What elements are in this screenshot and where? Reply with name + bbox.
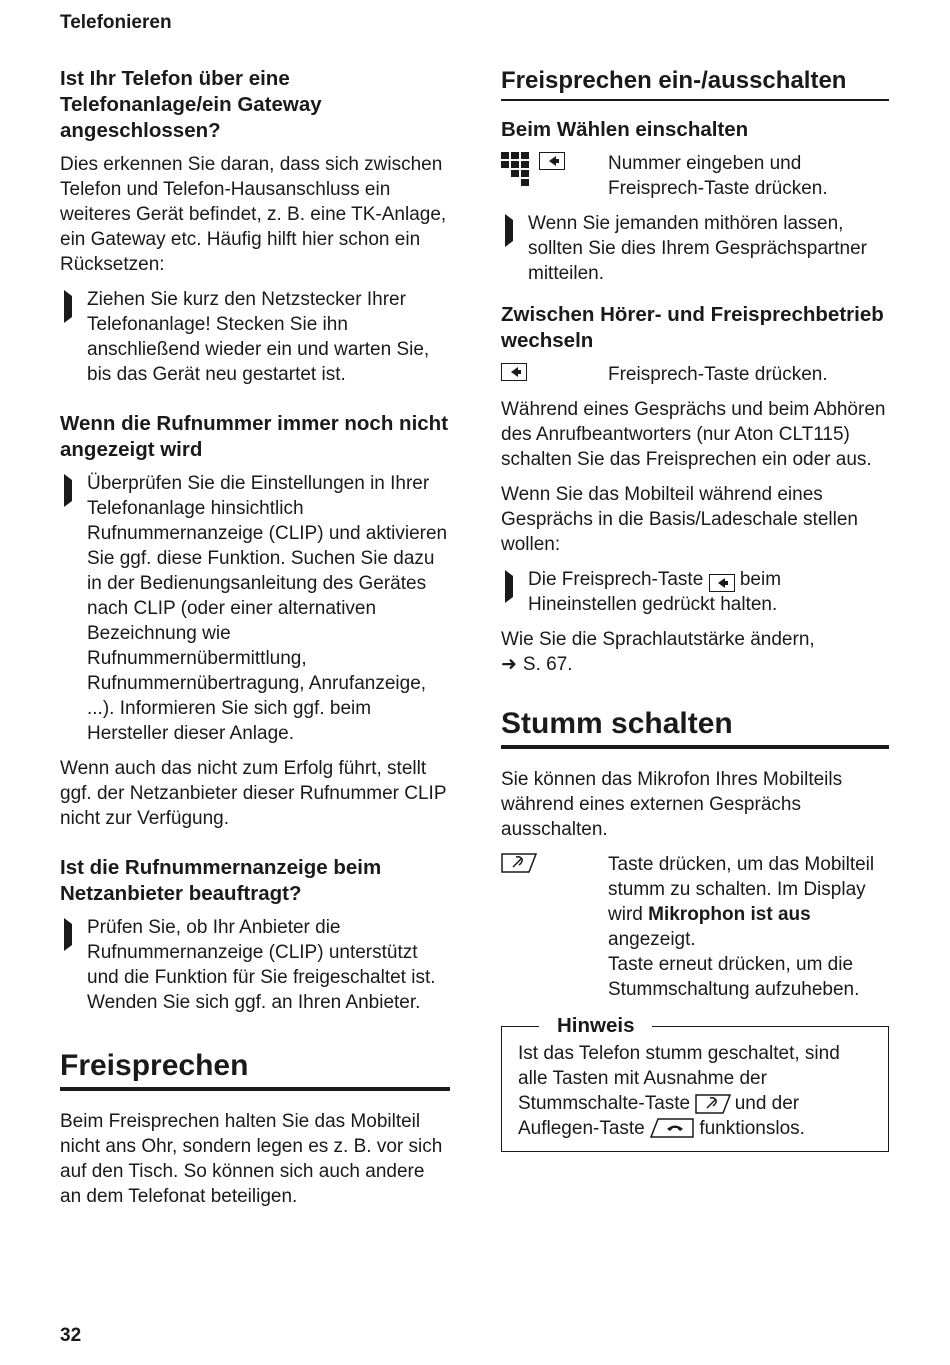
bullet-item: [501, 211, 889, 286]
left-column: [60, 66, 450, 1219]
note-title: Hinweis: [539, 1013, 652, 1039]
key-description: Freisprech-Taste drücken.: [608, 364, 828, 385]
section-title-stumm: Stumm schalten: [501, 705, 889, 749]
bullet-text: Ziehen Sie kurz den Netzstecker Ihrer Telefonanlage! Stecken Sie ihn anschließend wieder ein und warten Sie, bis das Gerät neu gestartet ist.: [87, 289, 430, 385]
bullet-item: [60, 287, 450, 387]
key-description: Taste drücken, um das Mobilteil stumm zu schalten. Im Display wird Mikrophon ist aus angezeigt. Taste erneut drücken, um die Stummschaltung aufzuheben.: [608, 854, 875, 1000]
arrow-right-icon: ➜: [501, 654, 517, 675]
bullet-text: Wenn Sie jemanden mithören lassen, sollten Sie dies Ihrem Gesprächspartner mitteilen.: [528, 213, 867, 284]
mute-key-icon: [695, 1094, 729, 1112]
speaker-key-icon: [501, 363, 527, 381]
end-call-key-icon: [650, 1118, 694, 1138]
key-group: [501, 852, 608, 1002]
display-text: Mikrophon ist aus: [648, 904, 811, 925]
key-instruction: [501, 151, 889, 201]
heading-wechseln: Zwischen Hörer- und Freisprechbetrieb wechseln: [501, 303, 884, 352]
section-title-freisprechen: Freisprechen: [60, 1047, 450, 1091]
keypad-icon: [501, 152, 533, 186]
paragraph: Wenn auch das nicht zum Erfolg führt, stellt ggf. der Netzanbieter dieser Rufnummer CLIP nicht zur Verfügung.: [60, 758, 447, 829]
triangle-right-icon: [60, 471, 87, 746]
paragraph: Während eines Gesprächs und beim Abhören des Anrufbeantworters (nur Aton CLT115) schalten Sie das Freisprechen ein oder aus.: [501, 399, 886, 470]
bullet-text: Überprüfen Sie die Einstellungen in Ihrer Telefonanlage hinsichtlich Rufnummernanzeige (CLIP) und aktivieren Sie ggf. diese Funktion. Suchen Sie dazu in der Bedienungsanleitung des Gerätes nach CLIP (oder einer alternativen Bezeichnung wie Rufnummernübermittlung, Rufnummernübertragung, Anrufanzeige, ...). Informieren Sie sich ggf. beim Hersteller dieser Anlage.: [87, 473, 448, 744]
mute-key-icon: [501, 853, 535, 871]
page-reference[interactable]: S. 67.: [522, 654, 573, 675]
paragraph: Wenn Sie das Mobilteil während eines Gesprächs in die Basis/Ladeschale stellen wollen:: [501, 484, 858, 555]
heading-telefonanlage: Ist Ihr Telefon über eine Telefonanlage/ein Gateway angeschlossen?: [60, 67, 322, 142]
triangle-right-icon: [501, 211, 528, 286]
bullet-text: Prüfen Sie, ob Ihr Anbieter die Rufnummernanzeige (CLIP) unterstützt und die Funktion für Sie freigeschaltet ist. Wenden Sie sich ggf. an Ihren Anbieter.: [87, 917, 436, 1013]
paragraph: Sie können das Mikrofon Ihres Mobilteils während eines externen Gesprächs ausschalten.: [501, 769, 843, 840]
key-instruction: [501, 362, 889, 387]
triangle-right-icon: [60, 915, 87, 1015]
heading-beim-waehlen: Beim Wählen einschalten: [501, 118, 749, 141]
key-group: [501, 362, 608, 387]
triangle-right-icon: [501, 567, 528, 617]
note-text: Ist das Telefon stumm geschaltet, sind alle Tasten mit Ausnahme der Stummschalte-Taste und der Auflegen-Taste funktionslos.: [518, 1043, 840, 1139]
key-group: [501, 151, 608, 201]
triangle-right-icon: [60, 287, 87, 387]
note-box: [501, 1014, 889, 1152]
paragraph: Wie Sie die Sprachlautstärke ändern, ➜ S. 67.: [501, 629, 815, 675]
paragraph: Dies erkennen Sie daran, dass sich zwischen Telefon und Telefon-Hausanschluss ein weiteres Gerät befindet, z. B. eine TK-Anlage, ein Gateway etc. Häufig hilft hier schon ein Rücksetzen:: [60, 154, 447, 275]
bullet-item: [60, 915, 450, 1015]
page-number: 32: [60, 1325, 82, 1346]
section-title-einaus: Freisprechen ein-/ausschalten: [501, 66, 889, 101]
key-description: Nummer eingeben und Freisprech-Taste drücken.: [608, 153, 828, 199]
right-column: [501, 66, 889, 1152]
speaker-key-icon: [539, 152, 565, 170]
heading-rufnummer: Wenn die Rufnummer immer noch nicht angezeigt wird: [60, 412, 449, 461]
paragraph: Beim Freisprechen halten Sie das Mobilteil nicht ans Ohr, sondern legen es z. B. vor sich auf den Tisch. So können sich auch andere an dem Telefonat beteiligen.: [60, 1111, 443, 1207]
bullet-item: [501, 567, 889, 617]
key-instruction: [501, 852, 889, 1002]
heading-netzanbieter: Ist die Rufnummernanzeige beim Netzanbieter beauftragt?: [60, 856, 382, 905]
bullet-item: [60, 471, 450, 746]
running-header: Telefonieren: [60, 12, 172, 33]
speaker-key-icon: [709, 574, 735, 592]
bullet-text: Die Freisprech-Taste beim Hineinstellen gedrückt halten.: [528, 569, 782, 615]
